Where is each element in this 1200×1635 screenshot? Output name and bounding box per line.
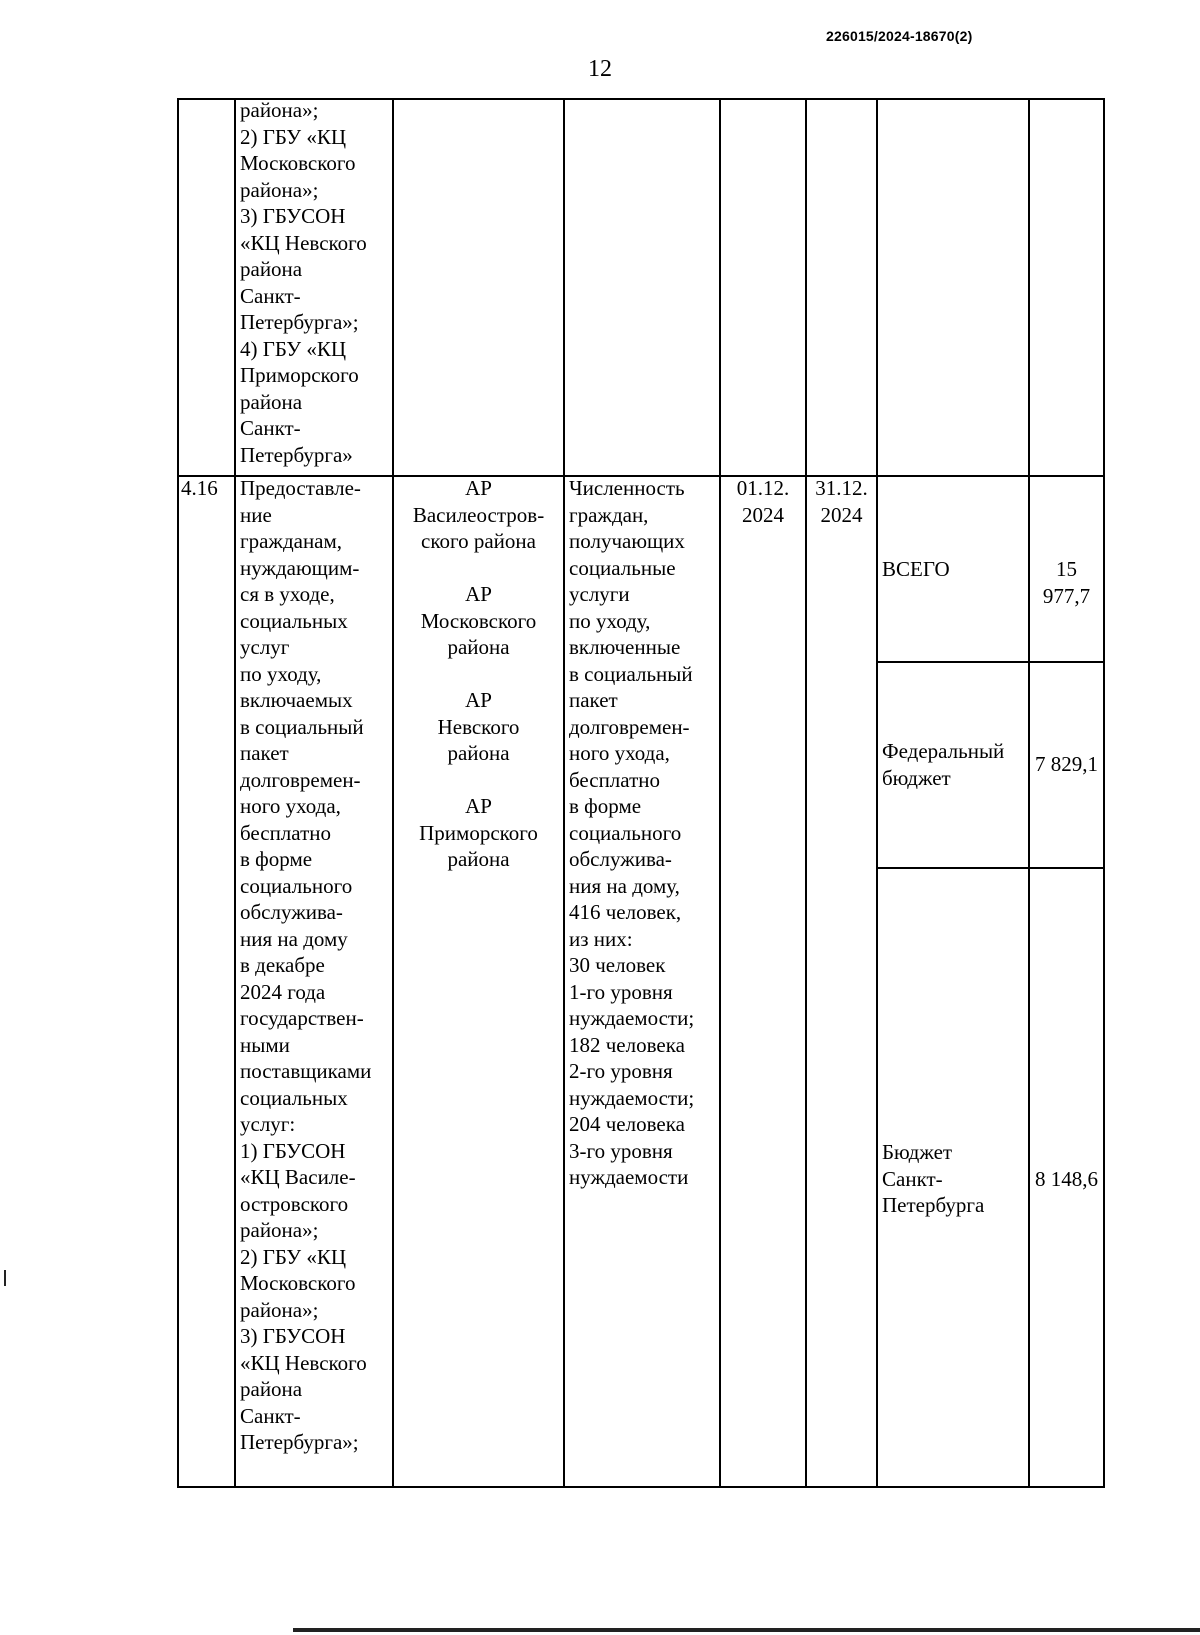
scan-edge-bottom — [293, 1628, 1200, 1632]
row-number-cell: 4.16 — [181, 476, 218, 500]
col-line-6 — [876, 98, 878, 1488]
scan-edge-left — [4, 1270, 6, 1286]
page-number: 12 — [588, 56, 612, 82]
funding-amount-federal: 7 829,1 — [1035, 752, 1098, 776]
end-date-cell: 31.12. 2024 — [815, 476, 868, 527]
funding-divider-2 — [876, 867, 1105, 869]
funding-source-total: ВСЕГО — [882, 557, 950, 581]
indicator-cell: Численность граждан, получающих социальные услуги по уходу, включенные в социальный пакет долговремен- ного ухода, бесплатно в форме социального обслужива- ния на дому, 416 человек, из них: 30 человек 1-го уровня нуждаемости; 182 человека 2-го уровня нуждаемости; 204 человека 3-го уровня нуждаемости — [569, 476, 695, 1189]
start-date-cell: 01.12. 2024 — [736, 476, 790, 527]
description-cell: Предоставле- ние гражданам, нуждающим- ся в уходе, социальных услуг по уходу, включаемых в социальный пакет долговремен- ного ухода, бесплатно в форме социального обслужива- ния на дому в декабре 2024 года государствен- ными поставщиками социальных услуг: 1) ГБУСОН «КЦ Василе- островского района»; 2) ГБУ «КЦ Московского района»; 3) ГБУСОН «КЦ Невского района Санкт- Петербурга»; — [240, 476, 372, 1454]
funding-source-spb: Бюджет Санкт- Петербурга — [882, 1140, 985, 1217]
col-line-8 — [1103, 98, 1105, 1488]
continued-executors-cell: района»; 2) ГБУ «КЦ Московского района»; 3) ГБУСОН «КЦ Невского района Санкт- Петербурга»; 4) ГБУ «КЦ Приморского района Санкт- Петербурга» — [240, 98, 367, 467]
col-line-3 — [563, 98, 565, 1488]
col-line-0 — [177, 98, 179, 1488]
document-id: 226015/2024-18670(2) — [826, 28, 973, 44]
col-line-5 — [805, 98, 807, 1488]
funding-amount-spb: 8 148,6 — [1035, 1167, 1098, 1191]
table-bottom-border — [177, 1486, 1105, 1488]
funding-amount-total: 15 977,7 — [1042, 557, 1091, 608]
responsible-cell: АР Василеостров- ского района АР Московского района АР Невского района АР Приморского района — [412, 476, 545, 871]
funding-divider-1 — [876, 661, 1105, 663]
col-line-4 — [719, 98, 721, 1488]
col-line-1 — [234, 98, 236, 1488]
col-line-7 — [1028, 98, 1030, 1488]
funding-source-federal: Федеральный бюджет — [882, 739, 1005, 790]
